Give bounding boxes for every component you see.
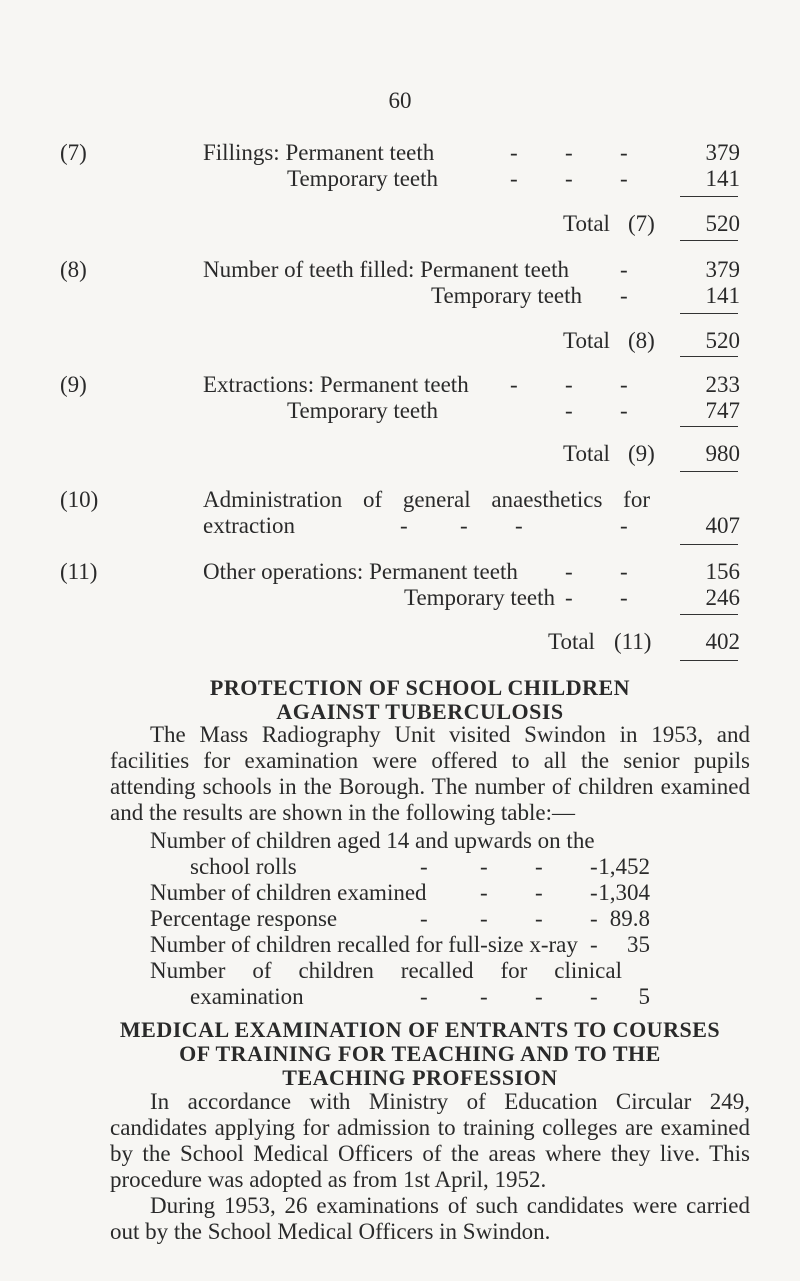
tb-paragraph: The Mass Radiography Unit visited Swindon in 1953, and facilities for examination were offered to all the senior pupils attending schools in the Borough. The number of children examined and the results are shown in the following table:— [110, 722, 750, 825]
row-value: 407 [705, 513, 740, 538]
leader-dash: - [590, 906, 598, 931]
total-value: 980 [705, 441, 740, 466]
row-label: Other operations: Permanent teeth [203, 559, 518, 584]
leader-dash: - [460, 513, 468, 538]
section-heading: MEDICAL EXAMINATION OF ENTRANTS TO COURSES [119, 1017, 721, 1042]
section-heading: TEACHING PROFESSION [282, 1065, 558, 1090]
table-row-label: Number of children recalled for full-size x-ray [150, 932, 578, 957]
leader-dash: - [480, 854, 488, 879]
page-number: 60 [388, 88, 412, 113]
leader-dash: - [620, 283, 628, 308]
sum-rule [680, 614, 738, 615]
row-label: Administration of general anaesthetics for [203, 487, 650, 512]
row-value: 246 [705, 585, 740, 610]
leader-dash: - [535, 984, 543, 1009]
section-heading: OF TRAINING FOR TEACHING AND TO THE [179, 1041, 661, 1066]
row-label: Temporary teeth [404, 585, 556, 610]
leader-dash: - [420, 906, 428, 931]
table-row-label: Number of children examined [150, 880, 427, 905]
item-number: (10) [60, 487, 99, 512]
sum-rule [680, 356, 738, 357]
leader-dash: - [510, 166, 518, 191]
row-value: 747 [705, 398, 740, 423]
item-number: (11) [60, 559, 98, 584]
table-row-label: Number of children aged 14 and upwards on the [150, 828, 595, 853]
item-number: (8) [60, 257, 87, 282]
table-row-value: 35 [627, 932, 650, 957]
leader-dash: - [620, 585, 628, 610]
sum-rule [680, 471, 738, 472]
leader-dash: - [535, 880, 543, 905]
leader-dash: - [620, 513, 628, 538]
leader-dash: - [620, 166, 628, 191]
sum-rule [680, 544, 738, 545]
total-ref: (11) [614, 629, 652, 654]
sum-rule [680, 240, 738, 241]
leader-dash: - [480, 984, 488, 1009]
sum-rule [680, 196, 738, 197]
leader-dash: - [565, 585, 573, 610]
leader-dash: - [420, 984, 428, 1009]
row-label: Temporary teeth [287, 398, 439, 423]
table-row-value: 89.8 [609, 906, 650, 931]
row-value: 141 [705, 283, 740, 308]
item-number: (9) [60, 372, 87, 397]
row-value: 141 [705, 166, 740, 191]
sum-rule [680, 660, 738, 661]
row-value: 156 [705, 559, 740, 584]
table-row-label: examination [190, 984, 304, 1009]
table-row-label: Percentage response [150, 906, 338, 931]
table-row-value: 1,304 [598, 880, 650, 905]
row-label: Number of teeth filled: Permanent teeth [203, 257, 569, 282]
table-row-label: Number of children recalled for clinical [150, 958, 622, 983]
total-label: Total [563, 328, 610, 353]
leader-dash: - [565, 398, 573, 423]
leader-dash: - [565, 372, 573, 397]
total-ref: (8) [628, 328, 655, 353]
table-row-label: school rolls [190, 854, 297, 879]
leader-dash: - [565, 559, 573, 584]
leader-dash: - [535, 854, 543, 879]
leader-dash: - [620, 257, 628, 282]
total-ref: (7) [628, 211, 655, 236]
leader-dash: - [565, 140, 573, 165]
leader-dash: - [565, 166, 573, 191]
row-value: 379 [705, 257, 740, 282]
leader-dash: - [620, 372, 628, 397]
sum-rule [680, 426, 738, 427]
row-value: 379 [705, 140, 740, 165]
leader-dash: - [420, 854, 428, 879]
item-number: (7) [60, 140, 87, 165]
leader-dash: - [620, 559, 628, 584]
leader-dash: - [590, 932, 598, 957]
leader-dash: - [510, 372, 518, 397]
row-label: extraction [203, 513, 295, 538]
row-label: Fillings: Permanent teeth [203, 140, 435, 165]
total-label: Total [563, 441, 610, 466]
table-row-value: 1,452 [598, 854, 650, 879]
leader-dash: - [400, 513, 408, 538]
total-value: 520 [705, 328, 740, 353]
row-label: Extractions: Permanent teeth [203, 372, 469, 397]
leader-dash: - [515, 513, 523, 538]
section-heading: PROTECTION OF SCHOOL CHILDREN [209, 675, 631, 700]
leader-dash: - [480, 906, 488, 931]
total-label: Total [563, 211, 610, 236]
leader-dash: - [510, 140, 518, 165]
leader-dash: - [620, 398, 628, 423]
medical-paragraph: In accordance with Ministry of Education Circular 249, candidates applying for admission to training colleges are examined by the School Medical Officers of the areas where they live. This procedure was adopted as from 1st April, 1952. [110, 1089, 750, 1192]
row-value: 233 [705, 372, 740, 397]
total-value: 520 [705, 211, 740, 236]
leader-dash: - [480, 880, 488, 905]
row-label: Temporary teeth [431, 283, 583, 308]
sum-rule [680, 313, 738, 314]
leader-dash: - [535, 906, 543, 931]
leader-dash: - [590, 880, 598, 905]
table-row-value: 5 [638, 984, 650, 1009]
leader-dash: - [590, 854, 598, 879]
medical-paragraph: During 1953, 26 examinations of such candidates were carried out by the School Medical Officers in Swindon. [110, 1193, 750, 1244]
total-ref: (9) [628, 441, 655, 466]
leader-dash: - [590, 984, 598, 1009]
leader-dash: - [620, 140, 628, 165]
row-label: Temporary teeth [287, 166, 439, 191]
total-value: 402 [705, 629, 740, 654]
total-label: Total [548, 629, 595, 654]
section-heading: AGAINST TUBERCULOSIS [276, 699, 564, 724]
